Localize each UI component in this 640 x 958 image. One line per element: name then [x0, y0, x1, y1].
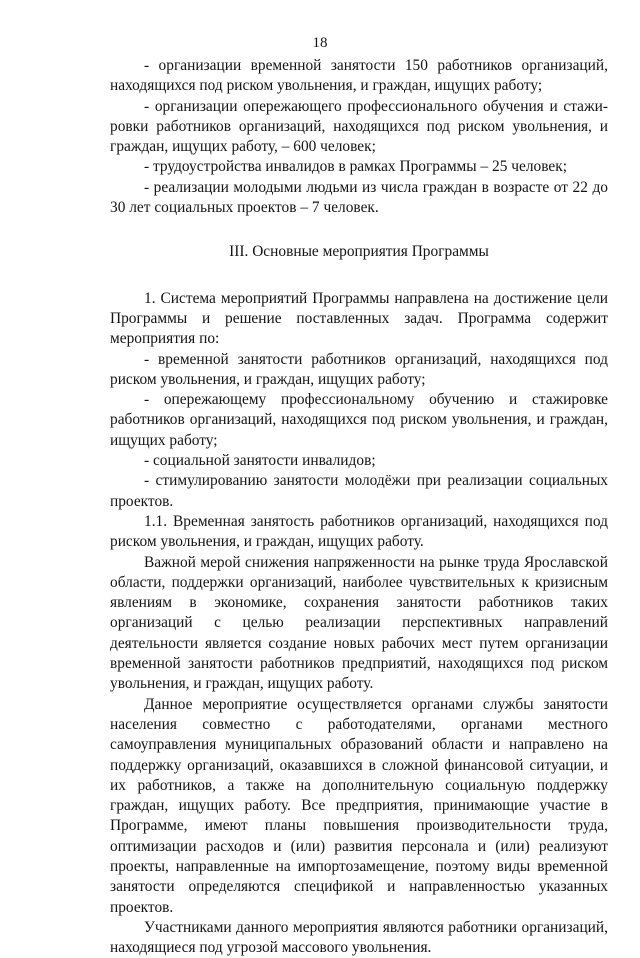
subsection-heading-1-1: 1.1. Временная занятость работников организаций, находящихся под риском увольнения, и граждан, ищущих работу. — [110, 512, 608, 551]
paragraph-participants: Участниками данного мероприятия являются работники организаций, находящиеся под угрозой массового увольнения. — [110, 918, 608, 957]
intro-item-advanced-training: - организации опережающего профессионального обучения и стажировки работников организаций, находящихся под риском увольнения, и граждан, ищущих работу, – 600 человек; — [110, 97, 608, 156]
intro-item-temporary-employment: - организации временной занятости 150 работников организаций, находящихся под риском увольнения, и граждан, ищущих работу; — [110, 57, 608, 95]
measure-item-disabled-employment: - социальной занятости инвалидов; — [144, 452, 376, 470]
document-body — [110, 56, 608, 958]
section-heading: III. Основные мероприятия Программы — [229, 243, 489, 261]
paragraph-system-of-measures: 1. Система мероприятий Программы направлена на достижение цели Программы и решение поставленных задач. Программа содержит мероприятия по: — [110, 289, 608, 348]
paragraph-implementation: Данное мероприятие осуществляется органами службы занятости населения совместно с работодателями, органами местного самоуправления муниципальных образований области и направлено на поддержку организаций, оказавшихся в сложной финансовой ситуации, и их работников, а также на дополнительную социальную поддержку граждан, ищущих работу. Все предприятия, принимающие участие в Программе, имеют планы повышения производительности труда, оптимизации расходов и (или) развития персонала и (или) реализуют проекты, направленные на импортозамещение, поэтому виды временной занятости определяются спецификой и направленностью указанных проектов. — [110, 695, 608, 916]
intro-item-youth-projects: - реализации молодыми людьми из числа граждан в возрасте от 22 до 30 лет социальных проектов – 7 человек. — [110, 178, 608, 217]
intro-item-disabled-employment: - трудоустройства инвалидов в рамках Программы – 25 человек; — [144, 158, 567, 176]
paragraph-important-measure: Важной мерой снижения напряженности на рынке труда Ярославской области, поддержки организаций, наиболее чувствительных к кризисным явлениям в экономике, сохранения занятости работников таких организаций с целью реализации перспективных направлений деятельности является создание новых рабочих мест путем организации временной занятости работников предприятий, находящихся под риском увольнения, и граждан, ищущих работу. — [110, 553, 608, 693]
measure-item-advanced-training: - опережающему профессиональному обучению и стажировке работников организаций, находящихся под риском увольнения, и граждан, ищущих работу; — [110, 391, 608, 449]
measure-item-youth-projects: - стимулированию занятости молодёжи при реализации социальных проектов. — [110, 472, 608, 510]
measure-item-temporary-employment: - временной занятости работников организаций, находящихся под риском увольнения, и граждан, ищущих работу; — [110, 350, 608, 388]
page-number: 18 — [312, 35, 328, 51]
